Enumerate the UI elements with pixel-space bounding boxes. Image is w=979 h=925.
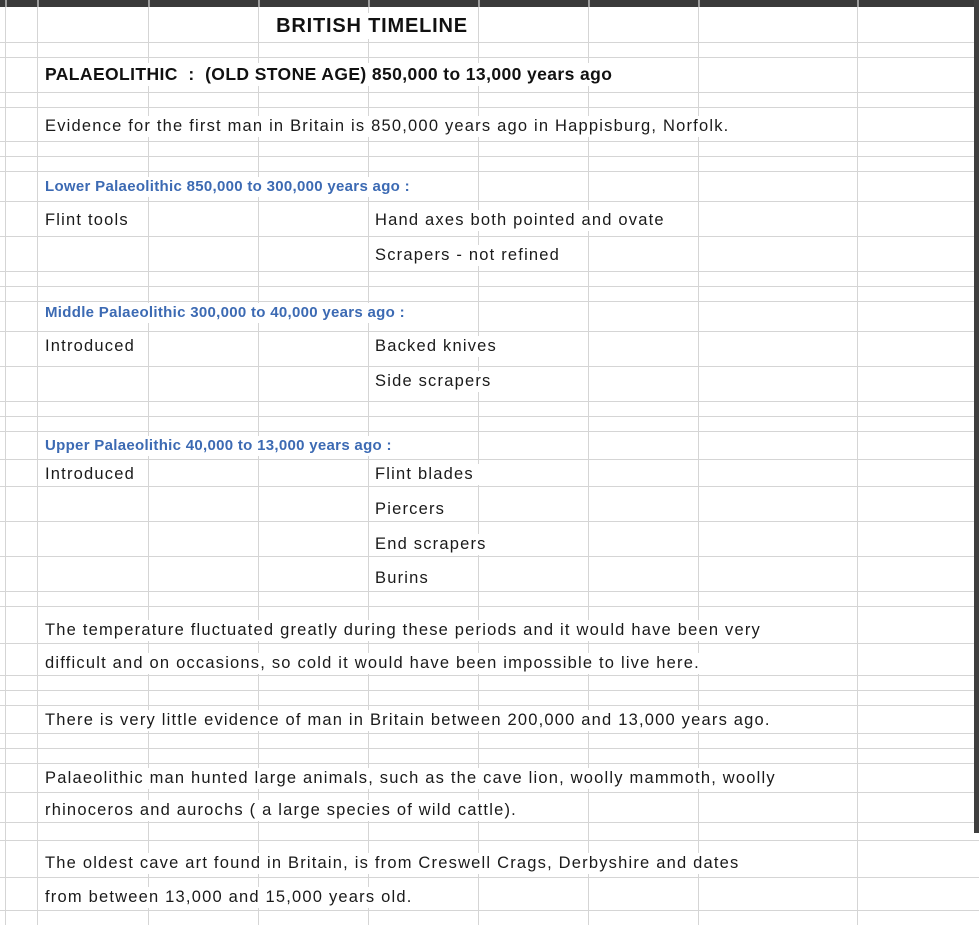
paragraph-line-cell[interactable]: Palaeolithic man hunted large animals, such as the cave lion, woolly mammoth, woolly [40, 768, 781, 789]
gridline-horizontal [0, 733, 979, 734]
gridline-horizontal [0, 748, 979, 749]
gridline-horizontal [0, 822, 979, 823]
scrollbar-thumb[interactable] [974, 0, 979, 833]
gridline-horizontal [0, 675, 979, 676]
column-separator [5, 0, 7, 7]
gridline-vertical [857, 7, 858, 925]
period-label-cell[interactable]: Introduced [40, 464, 140, 485]
gridline-horizontal [0, 459, 979, 460]
gridline-horizontal [0, 840, 979, 841]
gridline-horizontal [0, 57, 979, 58]
column-separator [148, 0, 150, 7]
gridline-horizontal [0, 643, 979, 644]
gridline-horizontal [0, 690, 979, 691]
gridline-horizontal [0, 236, 979, 237]
paragraph-line-cell[interactable]: rhinoceros and aurochs ( a large species of wild cattle). [40, 800, 522, 821]
period-item-cell[interactable]: Flint blades [370, 464, 479, 485]
intro-cell[interactable]: Evidence for the first man in Britain is 850,000 years ago in Happisburg, Norfolk. [40, 116, 734, 137]
period-heading-cell[interactable]: Lower Palaeolithic 850,000 to 300,000 years ago : [40, 177, 415, 197]
gridline-horizontal [0, 486, 979, 487]
paragraph-line-cell[interactable]: difficult and on occasions, so cold it would have been impossible to live here. [40, 653, 705, 674]
gridline-horizontal [0, 792, 979, 793]
period-item-cell[interactable]: Burins [370, 568, 434, 589]
gridline-horizontal [0, 331, 979, 332]
paragraph-line-cell[interactable]: from between 13,000 and 15,000 years old. [40, 887, 418, 908]
gridline-horizontal [0, 141, 979, 142]
period-heading-cell[interactable]: Middle Palaeolithic 300,000 to 40,000 years ago : [40, 303, 410, 323]
gridline-horizontal [0, 286, 979, 287]
gridline-horizontal [0, 521, 979, 522]
gridline-horizontal [0, 401, 979, 402]
paragraph-line-cell[interactable]: The temperature fluctuated greatly during these periods and it would have been very [40, 620, 766, 641]
paragraph-line-cell[interactable]: The oldest cave art found in Britain, is from Creswell Crags, Derbyshire and dates [40, 853, 745, 874]
column-separator [478, 0, 480, 7]
gridline-horizontal [0, 107, 979, 108]
sheet-title-cell[interactable]: BRITISH TIMELINE [271, 13, 473, 39]
gridline-vertical [5, 7, 6, 925]
period-heading-cell[interactable]: Upper Palaeolithic 40,000 to 13,000 years ago : [40, 436, 397, 456]
gridline-vertical [37, 7, 38, 925]
gridline-horizontal [0, 271, 979, 272]
period-label-cell[interactable]: Flint tools [40, 210, 134, 231]
gridline-horizontal [0, 556, 979, 557]
period-label-cell[interactable]: Introduced [40, 336, 140, 357]
column-separator [857, 0, 859, 7]
gridline-horizontal [0, 606, 979, 607]
period-item-cell[interactable]: Piercers [370, 499, 450, 520]
main-heading-cell[interactable]: PALAEOLITHIC : (OLD STONE AGE) 850,000 to 13,000 years ago [40, 63, 617, 86]
paragraph-line-cell[interactable]: There is very little evidence of man in Britain between 200,000 and 13,000 years ago. [40, 710, 776, 731]
column-separator [368, 0, 370, 7]
period-item-cell[interactable]: Scrapers - not refined [370, 245, 565, 266]
period-item-cell[interactable]: Backed knives [370, 336, 502, 357]
gridline-horizontal [0, 431, 979, 432]
gridline-horizontal [0, 366, 979, 367]
gridline-horizontal [0, 705, 979, 706]
gridline-horizontal [0, 156, 979, 157]
gridline-horizontal [0, 42, 979, 43]
column-headers-strip[interactable] [0, 0, 979, 7]
gridline-horizontal [0, 763, 979, 764]
gridline-horizontal [0, 591, 979, 592]
gridline-horizontal [0, 171, 979, 172]
gridline-horizontal [0, 92, 979, 93]
column-separator [588, 0, 590, 7]
column-separator [698, 0, 700, 7]
gridline-horizontal [0, 910, 979, 911]
period-item-cell[interactable]: Side scrapers [370, 371, 496, 392]
period-item-cell[interactable]: End scrapers [370, 534, 492, 555]
column-separator [37, 0, 39, 7]
gridline-horizontal [0, 201, 979, 202]
gridline-horizontal [0, 416, 979, 417]
gridline-horizontal [0, 877, 979, 878]
column-separator [258, 0, 260, 7]
gridline-horizontal [0, 301, 979, 302]
period-item-cell[interactable]: Hand axes both pointed and ovate [370, 210, 670, 231]
